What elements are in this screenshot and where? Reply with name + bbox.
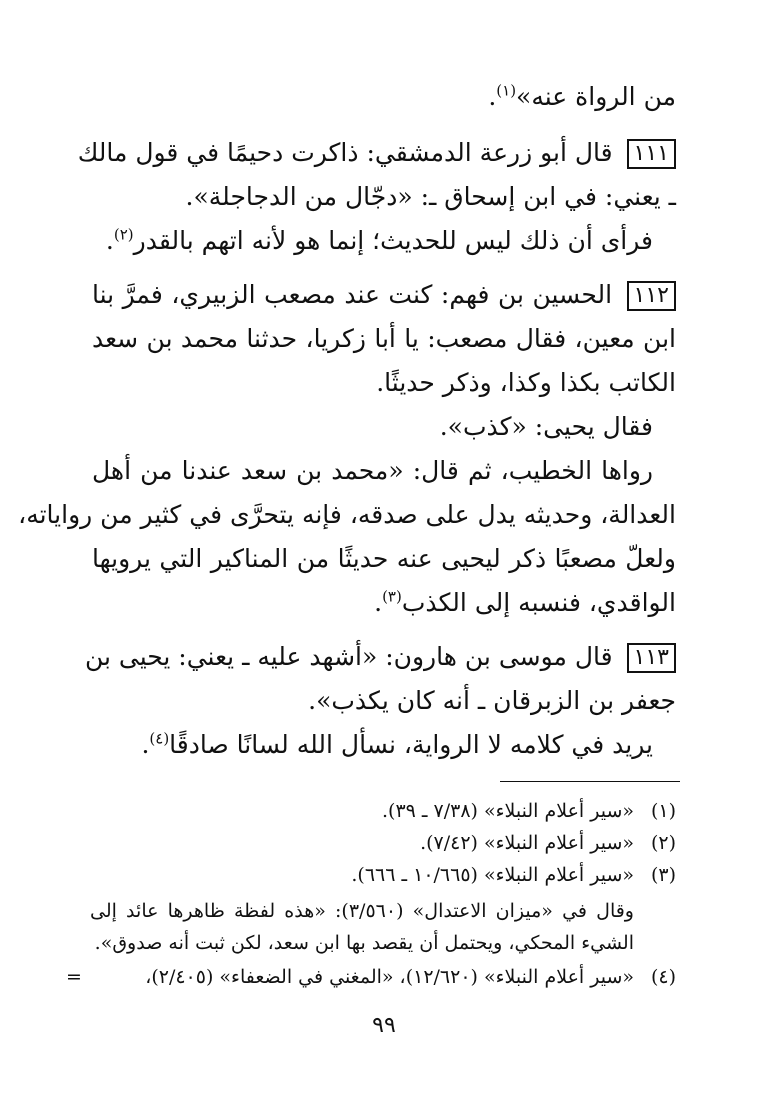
footnote-3-label: (٣) <box>650 864 676 886</box>
entry-113-line-3: يريد في كلامه لا الرواية، نسأل الله لسانًا صادقًا$^{(٤)}$. <box>141 729 653 759</box>
entry-112-line-7: ولعلّ مصعبًا ذكر ليحيى عنه حديثًا من المناكير التي يرويها <box>92 544 676 573</box>
footnote-2: (٢)«سير أعلام النبلاء» (٧/٤٢). <box>420 829 676 857</box>
footnote-4-label: (٤) <box>650 966 676 988</box>
footnote-3-cont-1: وقال في «ميزان الاعتدال» (٣/٥٦٠): «هذه لفظة ظاهرها عائد إلى <box>90 900 634 922</box>
entry-112-line-1: ١١٢ الحسين بن فهم: كنت عند مصعب الزبيري، فمرَّ بنا <box>92 278 676 312</box>
entry-113-line-2: جعفر بن الزبرقان ـ أنه كان يكذب». <box>308 686 676 715</box>
entry-111-line-1: ١١١ قال أبو زرعة الدمشقي: ذاكرت دحيمًا في قول مالك <box>92 136 676 170</box>
footnote-ref-3: (٣) <box>382 587 402 606</box>
continuation-mark: = <box>66 966 82 988</box>
entry-113-line-1: ١١٣ قال موسى بن هارون: «أشهد عليه ـ يعني: يحيى بن <box>92 640 676 674</box>
entry-112-line-8: الواقدي، فنسبه إلى الكذب$^{(٣)}$. <box>374 587 676 617</box>
footnote-separator <box>500 781 680 782</box>
footnote-ref-4: (٤) <box>149 729 170 748</box>
entry-number-113: ١١٣ <box>627 643 676 673</box>
footnote-4: (٤)«سير أعلام النبلاء» (١٢/٦٢٠)، «المغني في الضعفاء» (٢/٤٠٥)، <box>145 963 676 991</box>
page-number: ٩٩ <box>372 1013 396 1038</box>
footnote-3-cont-2: الشيء المحكي، ويحتمل أن يقصد بها ابن سعد، لكن ثبت أنه صدوق». <box>94 932 634 954</box>
entry-112-line-2: ابن معين، فقال مصعب: يا أبا زكريا، حدثنا محمد بن سعد <box>92 324 676 353</box>
entry-111-line-3: فرأى أن ذلك ليس للحديث؛ إنما هو لأنه اتهم بالقدر$^{(٢)}$. <box>105 225 653 255</box>
footnote-3: (٣)«سير أعلام النبلاء» (١٠/٦٦٥ ـ ٦٦٦). <box>351 861 676 889</box>
body-line-1: من الرواة عنه»$^{(١)}$. <box>488 81 676 111</box>
footnote-2-label: (٢) <box>650 832 676 854</box>
footnote-ref-2: (٢) <box>113 225 134 244</box>
entry-112-line-3: الكاتب بكذا وكذا، وذكر حديثًا. <box>376 368 676 397</box>
entry-112-line-5: رواها الخطيب، ثم قال: «محمد بن سعد عندنا من أهل <box>92 456 653 485</box>
entry-112-line-4: فقال يحيى: «كذب». <box>439 412 653 441</box>
footnote-ref-1: (١) <box>496 81 517 100</box>
entry-number-112: ١١٢ <box>627 281 676 311</box>
entry-112-line-6: العدالة، وحديثه يدل على صدقه، فإنه يتحرَّى في كثير من رواياته، <box>18 500 676 529</box>
footnote-1: (١)«سير أعلام النبلاء» (٧/٣٨ ـ ٣٩). <box>382 797 676 825</box>
entry-111-line-2: ـ يعني: في ابن إسحاق ـ: «دجّال من الدجاجلة». <box>185 182 676 211</box>
footnote-1-label: (١) <box>650 800 676 822</box>
entry-number-111: ١١١ <box>627 139 676 169</box>
